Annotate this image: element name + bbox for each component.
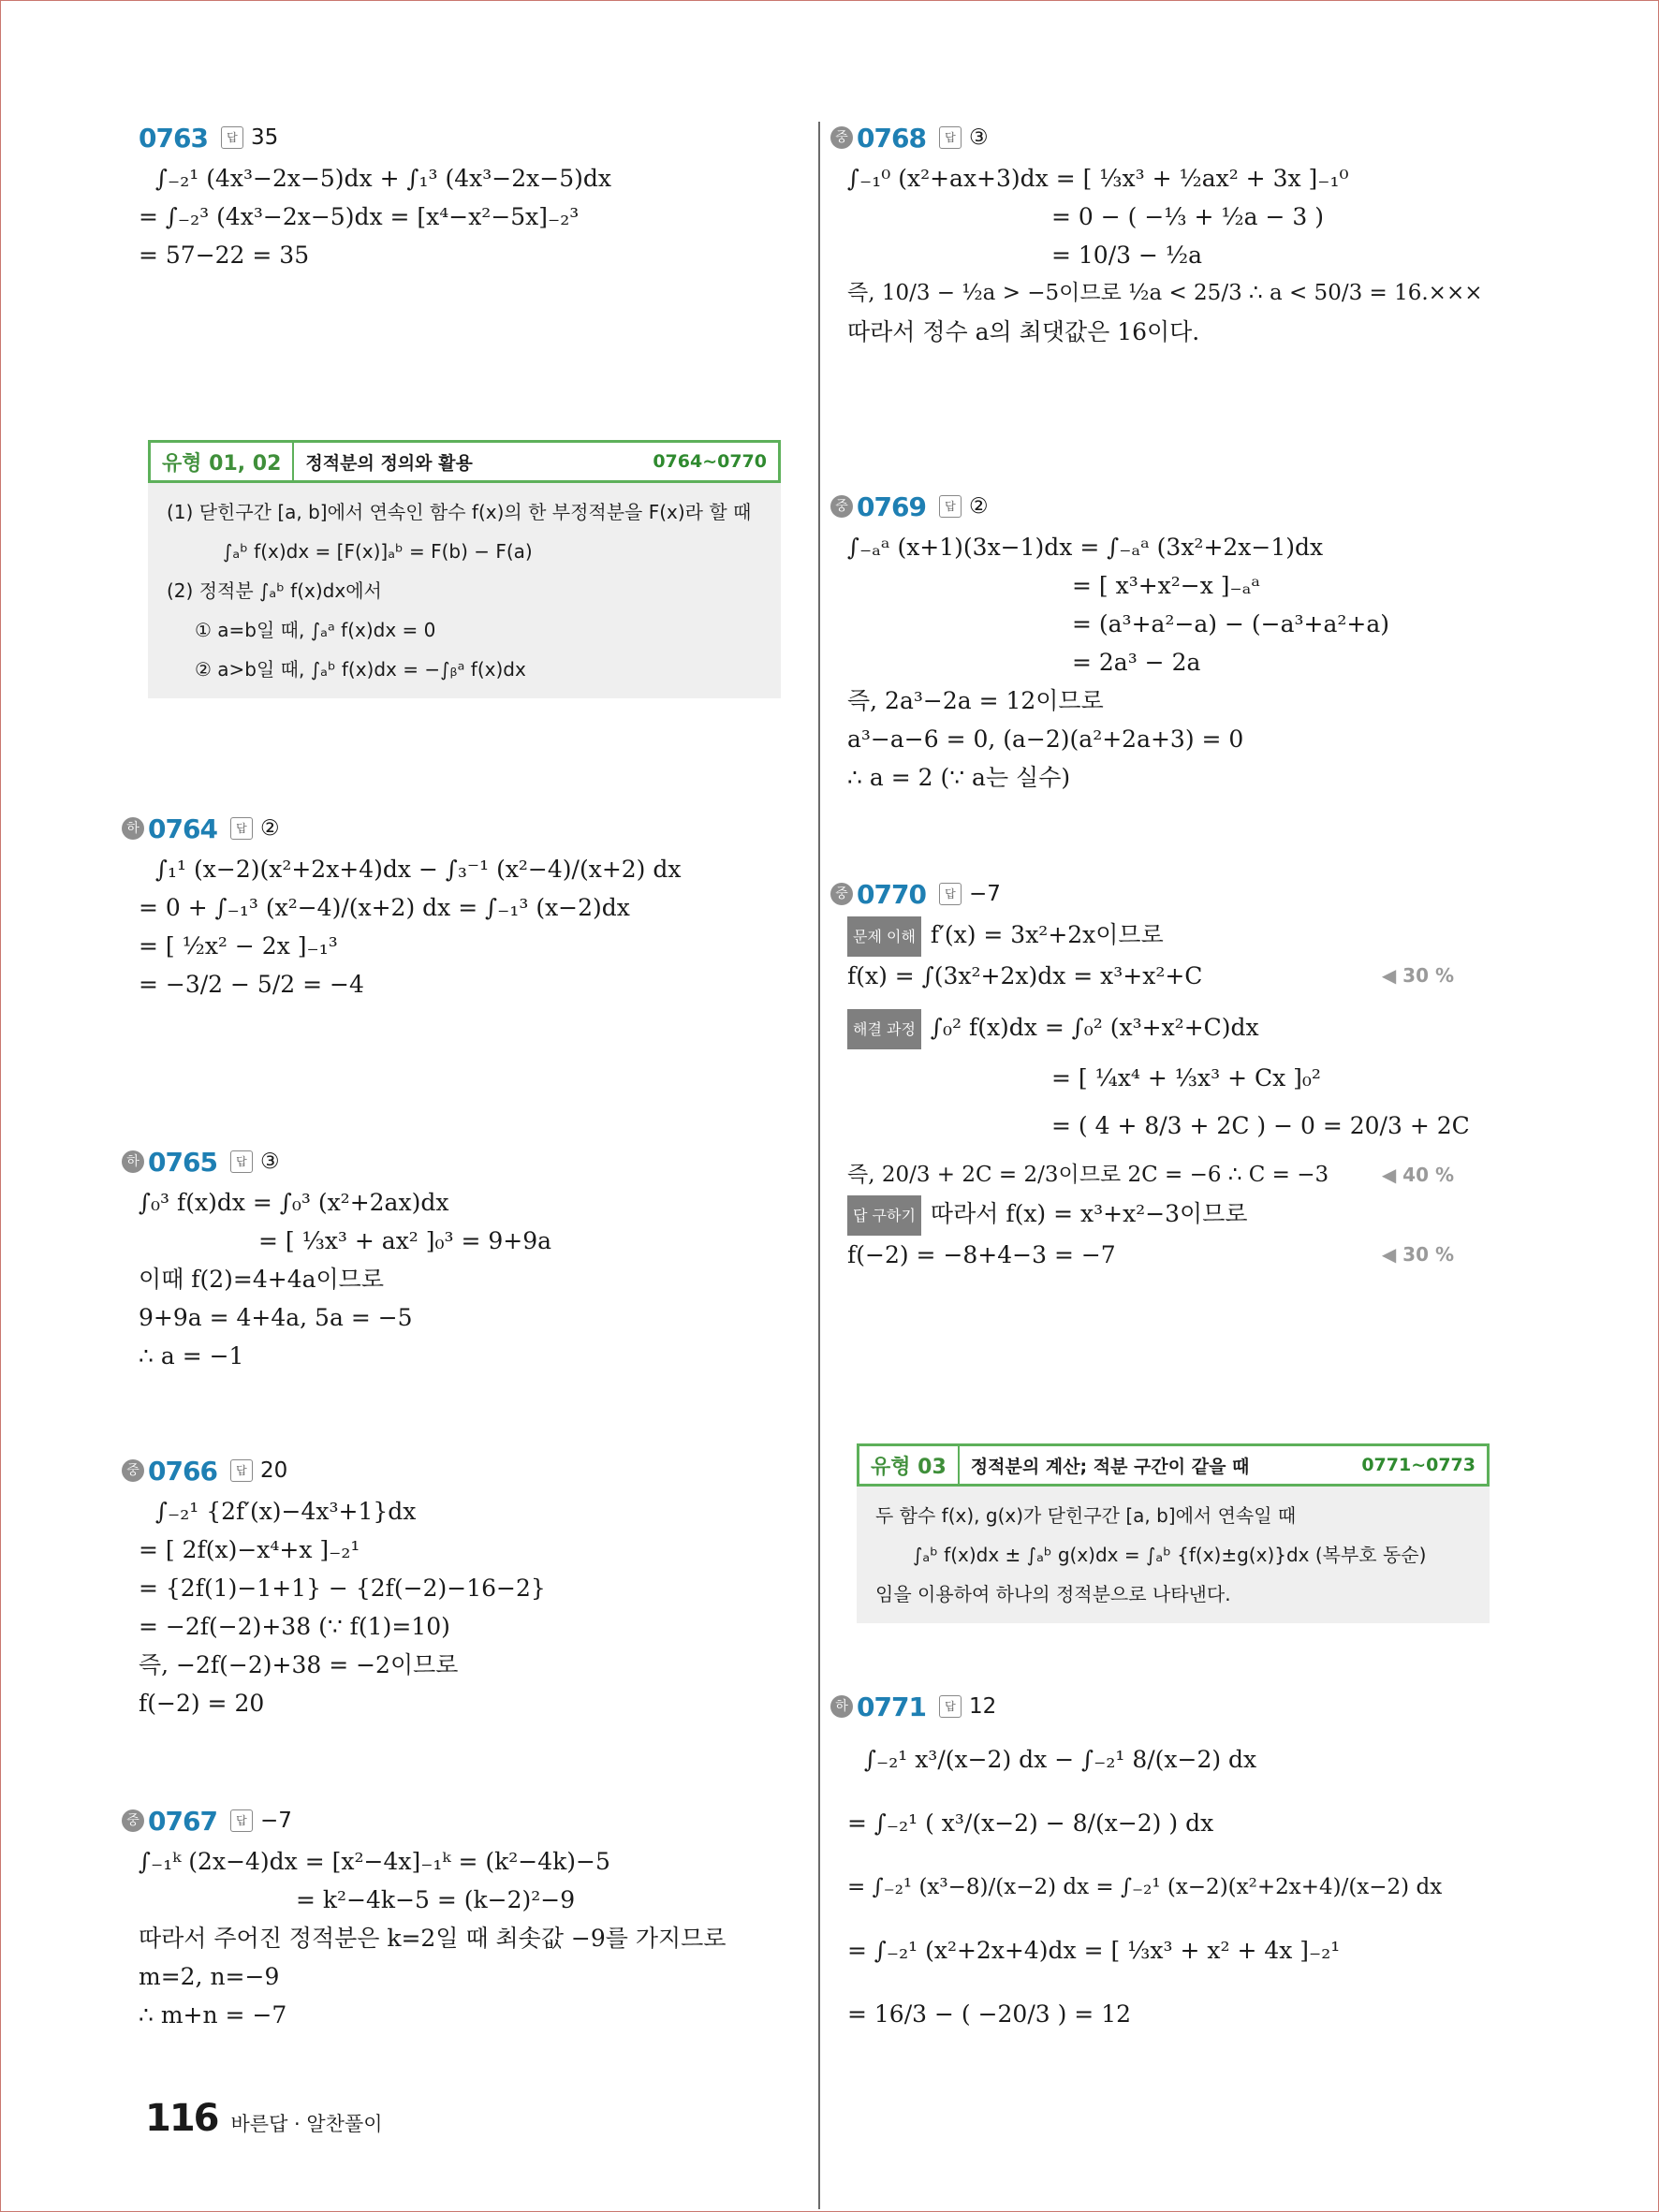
level-badge: 하 (122, 1150, 144, 1173)
problem-0767 (126, 1799, 794, 2034)
box-line: (2) 정적분 ∫ₐᵇ f(x)dx에서 (167, 579, 382, 602)
answer-value: −7 (968, 882, 1001, 906)
solution-line: = [ x³+x²−x ]₋ₐᵃ (1072, 572, 1261, 599)
solution-line: f(−2) = 20 (139, 1690, 265, 1717)
problem-header (122, 807, 794, 850)
solution-line: 답 구하기 따라서 f(x) = x³+x²−3이므로 (847, 1194, 1503, 1236)
answer-value: ③ (259, 1150, 280, 1174)
step-label-solve: 해결 과정 (847, 1009, 921, 1049)
answer-tag-icon: 답 (939, 883, 962, 905)
type-range: 0764~0770 (653, 451, 767, 472)
solution-line: 즉, 2a³−2a = 12이므로 (847, 687, 1104, 714)
score-percent: ◀ 40 % (1381, 1164, 1454, 1186)
step-label-answer: 답 구하기 (847, 1195, 921, 1236)
solution-line: 이때 f(2)=4+4a이므로 (139, 1266, 384, 1293)
column-divider (818, 122, 820, 2209)
problem-number: 0770 (857, 878, 926, 910)
problem-0770 (835, 872, 1503, 1274)
solution-line: 문제 이해 f′(x) = 3x²+2x이므로 (847, 916, 1503, 957)
answer-value: 12 (968, 1694, 997, 1719)
problem-0763 (139, 116, 794, 274)
solution-line: = [ ½x² − 2x ]₋₁³ (139, 932, 338, 960)
solution-line: = ∫₋₂¹ (x²+2x+4)dx = [ ⅓x³ + x² + 4x ]₋₂¹ (847, 1937, 1341, 1964)
level-badge: 중 (122, 1809, 144, 1832)
solution-line: = 57−22 = 35 (139, 242, 310, 269)
solution-line: = 0 − ( −⅓ + ½a − 3 ) (1051, 203, 1324, 230)
type-box-header (148, 440, 781, 483)
level-badge: 중 (122, 1459, 144, 1482)
solution-line: = ∫₋₂¹ ( x³/(x−2) − 8/(x−2) ) dx (847, 1809, 1214, 1837)
solution-line: ∫₋₂¹ {2f′(x)−4x³+1}dx (155, 1498, 417, 1525)
level-badge: 하 (122, 817, 144, 840)
answer-tag-icon: 답 (230, 1459, 253, 1482)
solution-line: ∫₋ₐᵃ (x+1)(3x−1)dx = ∫₋ₐᵃ (3x²+2x−1)dx (847, 534, 1324, 561)
solution-line: f(−2) = −8+4−3 = −7 ◀ 30 % (847, 1236, 1503, 1274)
type-box-body (148, 483, 781, 698)
problem-0769 (835, 485, 1503, 797)
solution-line: m=2, n=−9 (139, 1963, 280, 1990)
solution-line: = k²−4k−5 = (k−2)²−9 (296, 1886, 576, 1913)
problem-0766 (126, 1449, 794, 1722)
box-line: 임을 이용하여 하나의 정적분으로 나타낸다. (875, 1583, 1231, 1605)
type-box-header (857, 1443, 1490, 1487)
solution-line: = (a³+a²−a) − (−a³+a²+a) (1072, 610, 1390, 637)
page-footer (145, 2097, 383, 2140)
solution-line: ∫₀³ f(x)dx = ∫₀³ (x²+2ax)dx (139, 1189, 449, 1216)
solution-line: = −2f(−2)+38 (∵ f(1)=10) (139, 1613, 450, 1640)
answer-value: 35 (250, 125, 279, 150)
solution-line: 즉, 20/3 + 2C = 2/3이므로 2C = −6 ∴ C = −3 ◀ 40 % (847, 1156, 1503, 1194)
box-line: ② a>b일 때, ∫ₐᵇ f(x)dx = −∫ᵦᵃ f(x)dx (195, 658, 526, 681)
type-box-01-02 (148, 440, 781, 698)
solution-line: = 10/3 − ½a (1051, 242, 1203, 269)
level-badge: 중 (830, 495, 853, 518)
answer-tag-icon: 답 (221, 126, 243, 149)
problem-number: 0763 (139, 122, 208, 154)
answer-value: 20 (259, 1458, 288, 1483)
problem-0764 (126, 807, 794, 1003)
level-badge: 중 (830, 883, 853, 905)
footer-label: 바른답 · 알찬풀이 (230, 2113, 383, 2135)
box-line: ∫ₐᵇ f(x)dx ± ∫ₐᵇ g(x)dx = ∫ₐᵇ {f(x)±g(x)}dx (복부호 동순) (913, 1544, 1427, 1566)
solution-line: ∴ a = −1 (139, 1342, 244, 1370)
problem-header (139, 116, 794, 159)
type-box-body (857, 1487, 1490, 1623)
solution-line: ∫₁¹ (x−2)(x²+2x+4)dx − ∫₃⁻¹ (x²−4)/(x+2) dx (155, 856, 682, 883)
solution-line: 따라서 정수 a의 최댓값은 16이다. (847, 318, 1200, 345)
solution-line: 즉, 10/3 − ½a > −5이므로 ½a < 25/3 ∴ a < 50/3 = 16.××× (847, 281, 1483, 305)
answer-tag-icon: 답 (939, 1695, 962, 1718)
solution-line: = [ 2f(x)−x⁴+x ]₋₂¹ (139, 1536, 360, 1563)
solution-line: = 2a³ − 2a (1072, 649, 1201, 676)
solution-line: ∫₋₂¹ x³/(x−2) dx − ∫₋₂¹ 8/(x−2) dx (864, 1746, 1257, 1773)
solution-line: = [ ⅓x³ + ax² ]₀³ = 9+9a (258, 1227, 552, 1254)
problem-header (830, 485, 1503, 528)
solution-line: = 0 + ∫₋₁³ (x²−4)/(x+2) dx = ∫₋₁³ (x−2)dx (139, 894, 630, 921)
type-range: 0771~0773 (1361, 1455, 1475, 1475)
answer-tag-icon: 답 (939, 495, 962, 518)
solution-line: = {2f(1)−1+1} − {2f(−2)−16−2} (139, 1575, 546, 1602)
page-number: 116 (145, 2097, 218, 2140)
problem-0768 (835, 116, 1503, 351)
problem-number: 0769 (857, 491, 926, 522)
solution-line: ∴ a = 2 (∵ a는 실수) (847, 764, 1071, 791)
problem-header (122, 1799, 794, 1842)
solution-line: a³−a−6 = 0, (a−2)(a²+2a+3) = 0 (847, 725, 1244, 753)
problem-header (830, 872, 1503, 916)
answer-value: ③ (968, 125, 989, 150)
box-line: ∫ₐᵇ f(x)dx = [F(x)]ₐᵇ = F(b) − F(a) (223, 540, 533, 563)
problem-header (122, 1140, 794, 1183)
problem-number: 0767 (148, 1805, 217, 1837)
answer-tag-icon: 답 (230, 1150, 253, 1173)
box-line: 두 함수 f(x), g(x)가 닫힌구간 [a, b]에서 연속일 때 (875, 1504, 1297, 1527)
level-badge: 중 (830, 126, 853, 149)
problem-number: 0771 (857, 1691, 926, 1722)
problem-header (830, 1685, 1503, 1728)
solution-line: 따라서 주어진 정적분은 k=2일 때 최솟값 −9를 가지므로 (139, 1925, 727, 1952)
score-percent: ◀ 30 % (1381, 964, 1454, 987)
problem-header (122, 1449, 794, 1492)
box-line: (1) 닫힌구간 [a, b]에서 연속인 함수 f(x)의 한 부정적분을 F(x)라 할 때 (167, 501, 752, 523)
solution-line: 9+9a = 4+4a, 5a = −5 (139, 1304, 413, 1331)
solution-line: ∫₋₁⁰ (x²+ax+3)dx = [ ⅓x³ + ½ax² + 3x ]₋₁⁰ (847, 165, 1349, 192)
problem-number: 0765 (148, 1146, 217, 1178)
problem-0765 (126, 1140, 794, 1375)
solution-line: ∴ m+n = −7 (139, 2001, 287, 2029)
problem-number: 0768 (857, 122, 926, 154)
answer-value: ② (259, 816, 280, 841)
solution-line: = 16/3 − ( −20/3 ) = 12 (847, 2000, 1132, 2028)
step-label-understand: 문제 이해 (847, 916, 921, 957)
answer-tag-icon: 답 (230, 1809, 253, 1832)
solution-line: ∫₋₂¹ (4x³−2x−5)dx + ∫₁³ (4x³−2x−5)dx (155, 165, 611, 192)
solution-line: = ∫₋₂¹ (x³−8)/(x−2) dx = ∫₋₂¹ (x−2)(x²+2x+4)/(x−2) dx (847, 1875, 1443, 1899)
solution-line: f(x) = ∫(3x²+2x)dx = x³+x²+C ◀ 30 % (847, 957, 1503, 995)
problem-0771 (835, 1685, 1503, 2046)
solution-line: = −3/2 − 5/2 = −4 (139, 971, 364, 998)
solution-line: = ∫₋₂³ (4x³−2x−5)dx = [x⁴−x²−5x]₋₂³ (139, 203, 580, 230)
type-title: 정적분의 정의와 활용 (305, 452, 473, 474)
type-label: 유형 01, 02 (151, 443, 294, 480)
solution-line: 즉, −2f(−2)+38 = −2이므로 (139, 1651, 459, 1678)
level-badge: 하 (830, 1695, 853, 1718)
box-line: ① a=b일 때, ∫ₐᵃ f(x)dx = 0 (195, 619, 436, 641)
problem-header (830, 116, 1503, 159)
type-title: 정적분의 계산; 적분 구간이 같을 때 (970, 1456, 1250, 1477)
solution-line: ∫₋₁ᵏ (2x−4)dx = [x²−4x]₋₁ᵏ = (k²−4k)−5 (139, 1848, 610, 1875)
answer-tag-icon: 답 (230, 817, 253, 840)
type-label: 유형 03 (859, 1446, 960, 1484)
solution-line: = ( 4 + 8/3 + 2C ) − 0 = 20/3 + 2C (1051, 1112, 1470, 1139)
answer-value: ② (968, 494, 989, 519)
solution-line: = [ ¼x⁴ + ⅓x³ + Cx ]₀² (1051, 1064, 1321, 1091)
score-percent: ◀ 30 % (1381, 1243, 1454, 1266)
answer-value: −7 (259, 1809, 292, 1833)
problem-number: 0766 (148, 1455, 217, 1487)
answer-tag-icon: 답 (939, 126, 962, 149)
problem-number: 0764 (148, 813, 217, 844)
type-box-03 (857, 1443, 1490, 1623)
solution-line: 해결 과정 ∫₀² f(x)dx = ∫₀² (x³+x²+C)dx (847, 1008, 1503, 1049)
